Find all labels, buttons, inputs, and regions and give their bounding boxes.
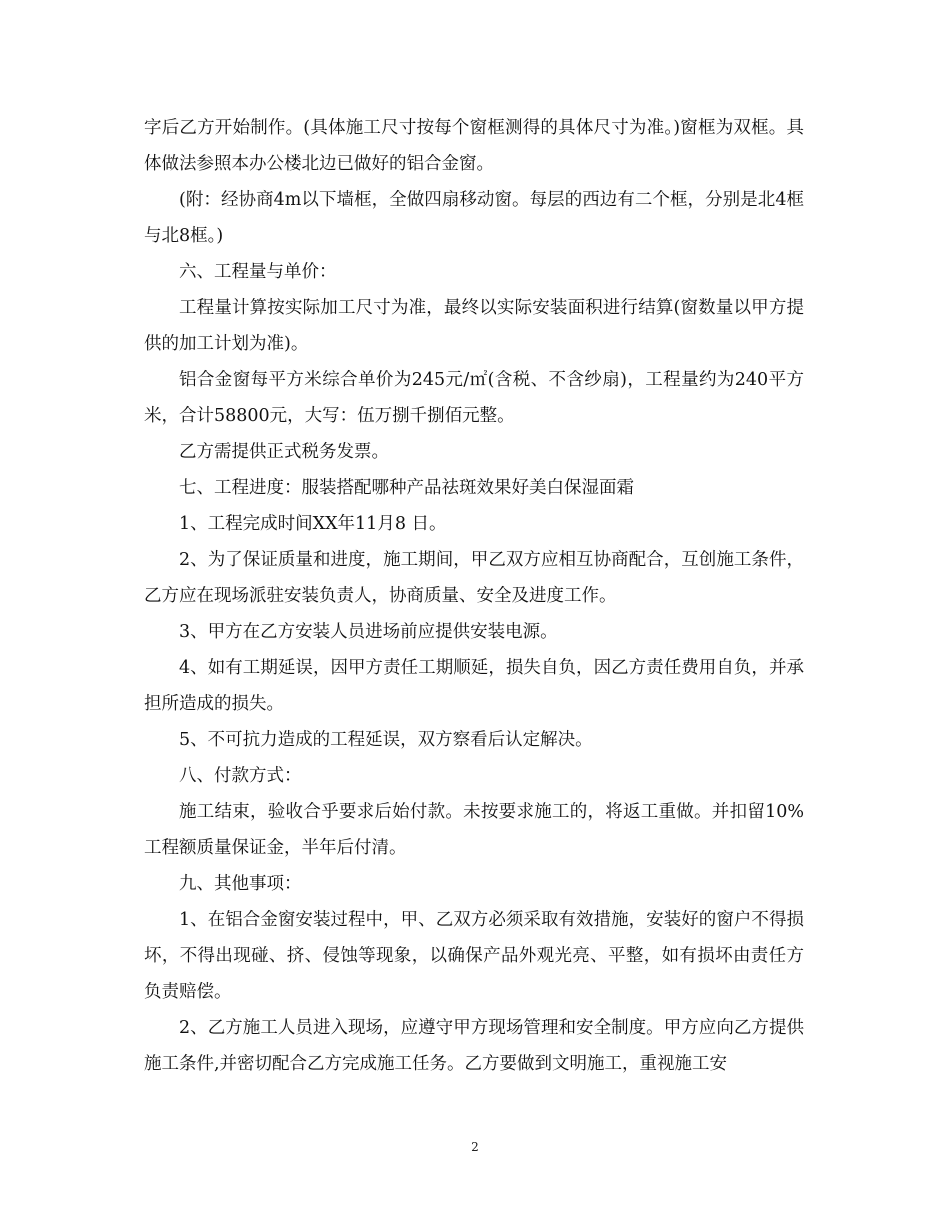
- document-body: [144, 110, 804, 1082]
- paragraph: 5、不可抗力造成的工程延误，双方察看后认定解决。: [179, 730, 593, 750]
- paragraph: 3、甲方在乙方安装人员进场前应提供安装电源。: [179, 622, 558, 642]
- paragraph: 4、如有工期延误，因甲方责任工期顺延，损失自负，因乙方责任费用自负，并承担所造成的损失。: [144, 658, 804, 714]
- page-number: 2: [471, 1140, 479, 1154]
- paragraph: 2、为了保证质量和进度，施工期间，甲乙双方应相互协商配合，互创施工条件，乙方应在现场派驻安装负责人，协商质量、安全及进度工作。: [144, 550, 804, 606]
- paragraph: 工程量计算按实际加工尺寸为准，最终以实际安装面积进行结算(窗数量以甲方提供的加工计划为准)。: [144, 298, 804, 354]
- paragraph: (附：经协商4m以下墙框，全做四扇移动窗。每层的西边有二个框，分别是北4框与北8框。): [144, 190, 804, 246]
- paragraph: 1、工程完成时间XX年11月8 日。: [179, 514, 447, 534]
- paragraph: 乙方需提供正式税务发票。: [179, 442, 389, 462]
- paragraph: 铝合金窗每平方米综合单价为245元/㎡(含税、不含纱扇)，工程量约为240平方米，合计58800元，大写：伍万捌千捌佰元整。: [144, 370, 804, 426]
- paragraph: 六、工程量与单价：: [179, 262, 337, 282]
- paragraph: 施工结束，验收合乎要求后始付款。未按要求施工的，将返工重做。并扣留10%工程额质量保证金，半年后付清。: [144, 802, 804, 858]
- paragraph: 九、其他事项：: [179, 874, 302, 894]
- paragraph: 2、乙方施工人员进入现场，应遵守甲方现场管理和安全制度。甲方应向乙方提供施工条件,并密切配合乙方完成施工任务。乙方要做到文明施工，重视施工安: [144, 1018, 804, 1074]
- paragraph: 1、在铝合金窗安装过程中，甲、乙双方必须采取有效措施，安装好的窗户不得损坏，不得出现碰、挤、侵蚀等现象，以确保产品外观光亮、平整，如有损坏由责任方负责赔偿。: [144, 910, 804, 1002]
- paragraph: 字后乙方开始制作。(具体施工尺寸按每个窗框测得的具体尺寸为准。)窗框为双框。具体做法参照本办公楼北边已做好的铝合金窗。: [144, 118, 804, 174]
- paragraph: 七、工程进度：服装搭配哪种产品祛斑效果好美白保湿面霜: [179, 478, 634, 498]
- paragraph: 八、付款方式：: [179, 766, 302, 786]
